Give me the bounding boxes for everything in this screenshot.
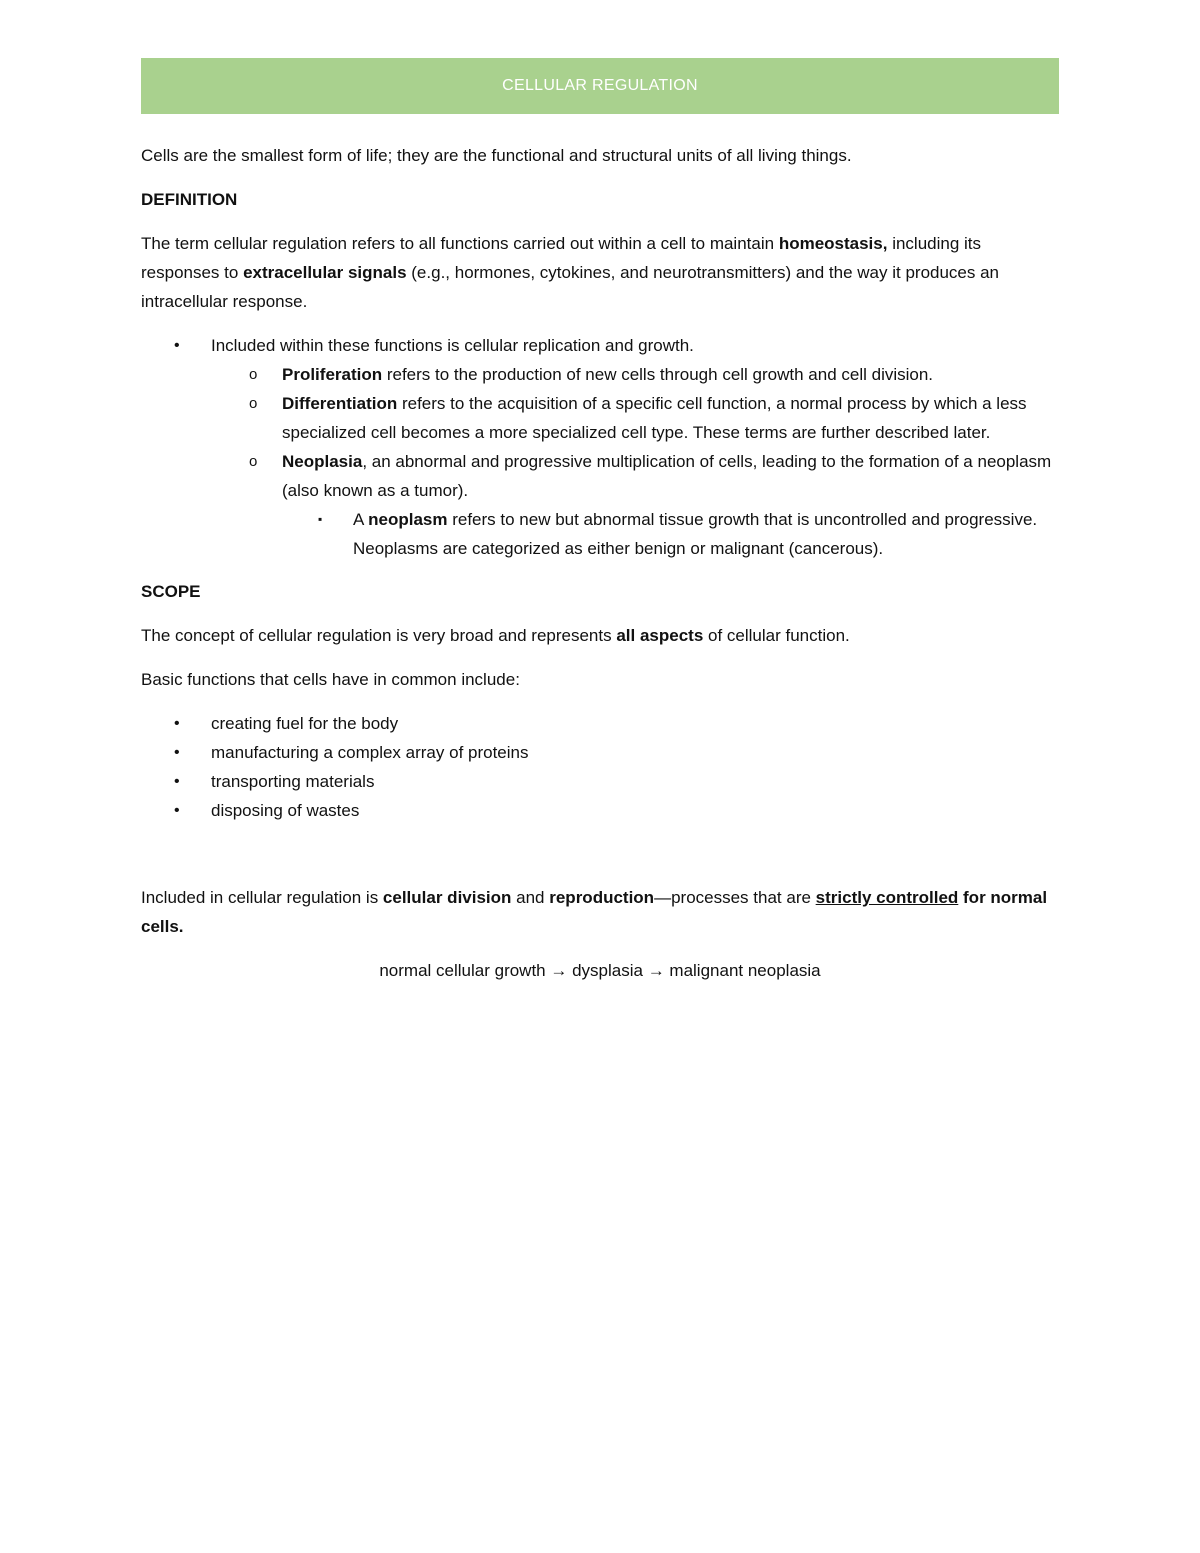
bold-term-proliferation: Proliferation xyxy=(282,365,383,384)
text-run: normal cellular growth xyxy=(379,961,551,980)
bullet-marker: • xyxy=(174,802,180,819)
arrow-right-icon: → xyxy=(647,961,665,980)
text-run: (e.g., hormones, cytokines, and neurotransmitters) and the way it produces an intracellular response. xyxy=(141,263,1000,311)
sub-sub-list xyxy=(282,505,1056,563)
page-title: CELLULAR REGULATION xyxy=(502,77,698,94)
list-item xyxy=(141,331,1056,563)
sub-list-item xyxy=(141,447,1056,563)
text-run: and xyxy=(511,888,550,907)
list-item-text: manufacturing a complex array of proteins xyxy=(211,743,529,762)
sub-list-text: refers to the production of new cells through cell growth and cell division. xyxy=(382,365,934,384)
bold-term-normal-cells: for normal cells. xyxy=(141,888,1048,936)
title-banner xyxy=(141,58,1059,114)
progression-line xyxy=(141,956,1059,985)
list-item-text: transporting materials xyxy=(211,772,375,791)
text-run: malignant neoplasia xyxy=(664,961,821,980)
list-item-text: creating fuel for the body xyxy=(211,714,399,733)
text-run: Included in cellular regulation is xyxy=(141,888,383,907)
bullet-marker: • xyxy=(174,337,180,354)
list-item-text: disposing of wastes xyxy=(211,801,360,820)
definition-paragraph xyxy=(141,229,1056,316)
scope-paragraph xyxy=(141,621,1056,650)
text-run: dysplasia xyxy=(567,961,648,980)
text-run: A xyxy=(353,510,369,529)
circle-marker: o xyxy=(249,395,258,412)
bold-term-neoplasia: Neoplasia xyxy=(282,452,363,471)
bold-term-differentiation: Differentiation xyxy=(282,394,398,413)
intro-paragraph: Cells are the smallest form of life; they are the functional and structural units of all living things. xyxy=(141,146,852,165)
list-item xyxy=(141,796,1056,825)
text-run: —processes that are xyxy=(654,888,816,907)
bold-term-neoplasm: neoplasm xyxy=(368,510,448,529)
sub-sub-list-item xyxy=(141,505,1056,563)
square-marker: ▪ xyxy=(318,512,323,526)
list-item xyxy=(141,767,1056,796)
bold-term-reproduction: reproduction xyxy=(549,888,655,907)
sub-list-item xyxy=(141,389,1056,447)
circle-marker: o xyxy=(249,453,258,470)
bullet-marker: • xyxy=(174,744,180,761)
bold-term-cellular-division: cellular division xyxy=(382,888,512,907)
scope-heading: SCOPE xyxy=(141,582,201,601)
basic-functions-list xyxy=(141,709,1056,825)
bullet-marker: • xyxy=(174,715,180,732)
arrow-right-icon: → xyxy=(550,961,568,980)
definition-list xyxy=(141,331,1056,563)
basic-functions-intro: Basic functions that cells have in common include: xyxy=(141,670,520,689)
circle-marker: o xyxy=(249,366,258,383)
list-item xyxy=(141,709,1056,738)
text-run: The concept of cellular regulation is very broad and represents xyxy=(141,626,617,645)
text-run: The term cellular regulation refers to all functions carried out within a cell to maintain xyxy=(141,234,779,253)
text-run: refers to new but abnormal tissue growth that is uncontrolled and progressive. Neoplasms are categorized as either benign or malignant (cancerous). xyxy=(353,510,1038,558)
underlined-term-strictly-controlled: strictly controlled xyxy=(815,888,959,907)
bold-term-all-aspects: all aspects xyxy=(616,626,704,645)
bold-term-extracellular-signals: extracellular signals xyxy=(243,263,407,282)
sub-list-text: refers to the acquisition of a specific cell function, a normal process by which a less specialized cell becomes a more specialized cell type. These terms are further described later. xyxy=(282,394,1027,442)
list-item-text: Included within these functions is cellular replication and growth. xyxy=(211,336,694,355)
sub-list-text: , an abnormal and progressive multiplication of cells, leading to the formation of a neoplasm (also known as a tumor). xyxy=(282,452,1052,500)
sub-list-item xyxy=(141,360,1056,389)
text-run: of cellular function. xyxy=(703,626,850,645)
list-item xyxy=(141,738,1056,767)
text-run: including its responses to xyxy=(141,234,982,282)
bold-term-homeostasis: homeostasis, xyxy=(778,234,888,253)
sub-list xyxy=(211,360,1056,563)
bullet-marker: • xyxy=(174,773,180,790)
definition-heading: DEFINITION xyxy=(141,190,238,209)
division-paragraph xyxy=(141,883,1056,941)
document-body xyxy=(141,141,1056,985)
